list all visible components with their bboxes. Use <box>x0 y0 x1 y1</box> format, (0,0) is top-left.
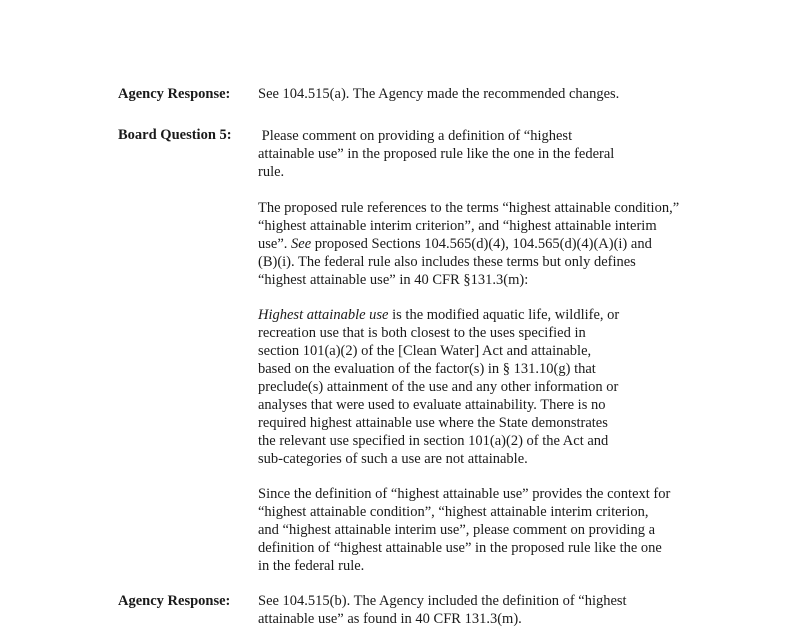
line-suffix: proposed Sections 104.565(d)(4), 104.565(d)(4)(A)(i) and <box>311 236 652 252</box>
definition-line: preclude(s) attainment of the use and any other information or <box>258 379 619 395</box>
definition-line: based on the evaluation of the factor(s) in § 131.10(g) that <box>258 361 596 377</box>
closing-question-paragraph <box>258 485 670 575</box>
paragraph-line: “highest attainable use” in 40 CFR §131.3(m): <box>258 272 529 288</box>
see-citation: See <box>291 236 312 252</box>
paragraph-line-see <box>258 235 679 253</box>
definition-first-line <box>258 306 619 324</box>
proposed-rule-paragraph <box>258 199 679 289</box>
line-prefix: use”. <box>258 236 292 252</box>
paragraph-line: definition of “highest attainable use” in the proposed rule like the one <box>258 540 662 556</box>
federal-definition-quote <box>258 306 619 468</box>
paragraph-line: in the federal rule. <box>258 558 365 574</box>
agency-response-cut-line: attainable use” as found in 40 CFR 131.3(m). <box>258 611 522 627</box>
definition-line: sub-categories of such a use are not attainable. <box>258 451 528 467</box>
agency-response-text-2: See 104.515(b). The Agency included the definition of “highest <box>258 593 627 609</box>
agency-response-text: See 104.515(a). The Agency made the recommended changes. <box>258 86 620 102</box>
board-question-text <box>258 127 614 181</box>
question-line: attainable use” in the proposed rule like the one in the federal <box>258 146 615 162</box>
paragraph-line: “highest attainable condition”, “highest attainable interim criterion, <box>258 504 649 520</box>
paragraph-line: and “highest attainable interim use”, please comment on providing a <box>258 522 656 538</box>
paragraph-line: The proposed rule references to the terms “highest attainable condition,” <box>258 200 680 216</box>
question-line: Please comment on providing a definition of “highest <box>258 128 573 144</box>
board-question-label: Board Question 5: <box>118 127 232 143</box>
definition-line: analyses that were used to evaluate attainability. There is no <box>258 397 606 413</box>
definition-line: recreation use that is both closest to the uses specified in <box>258 325 586 341</box>
agency-response-label-2: Agency Response: <box>118 593 231 609</box>
paragraph-line: “highest attainable interim criterion”, and “highest attainable interim <box>258 218 657 234</box>
defined-term: Highest attainable use <box>258 307 389 323</box>
definition-line: required highest attainable use where the State demonstrates <box>258 415 608 431</box>
paragraph-line: (B)(i). The federal rule also includes these terms but only defines <box>258 254 636 270</box>
definition-rest: is the modified aquatic life, wildlife, or <box>388 307 620 323</box>
paragraph-line: Since the definition of “highest attainable use” provides the context for <box>258 486 671 502</box>
question-line: rule. <box>258 164 285 180</box>
definition-line: the relevant use specified in section 101(a)(2) of the Act and <box>258 433 609 449</box>
definition-line: section 101(a)(2) of the [Clean Water] Act and attainable, <box>258 343 592 359</box>
agency-response-label: Agency Response: <box>118 86 231 102</box>
